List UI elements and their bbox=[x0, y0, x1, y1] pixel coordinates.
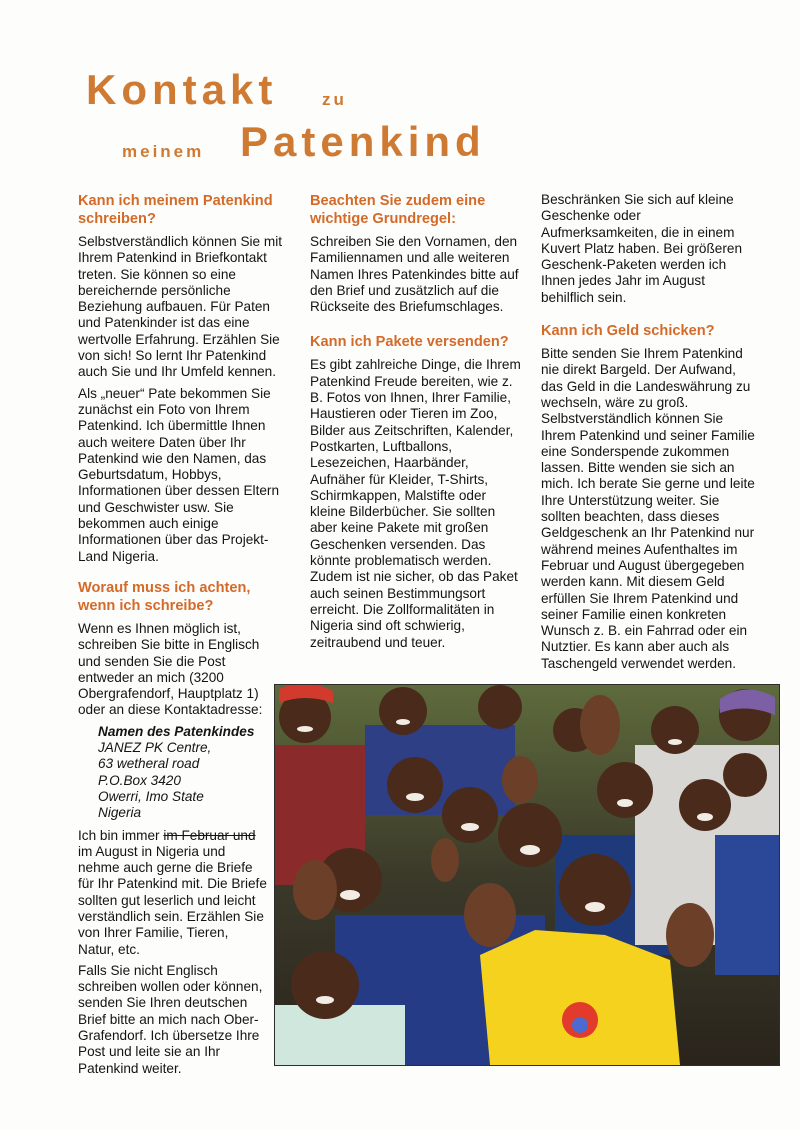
title-zu: zu bbox=[322, 90, 347, 109]
address-line-3: P.O.Box 3420 bbox=[98, 772, 181, 788]
paragraph-nicht-englisch: Falls Sie nicht Englisch schreiben wollen oder können, senden Sie Ihren deutschen Brief bitte an mich nach Ober-Grafendorf. Ich übersetze Ihre Post und leite sie an Ihr Patenkind weiter. bbox=[78, 962, 263, 1076]
paragraph-kleine-geschenke: Beschränken Sie sich auf kleine Geschenke oder Aufmerksamkeiten, die in einem Kuvert Platz haben. Bei größeren Geschenk-Paketen werden ich Ihnen jedes Jahr im August behilflich sein. bbox=[541, 192, 742, 305]
address-line-1: JANEZ PK Centre, bbox=[98, 740, 212, 756]
paragraph-dinge: Es gibt zahlreiche Dinge, die Ihrem Patenkind Freude bereiten, wie z. B. Fotos von Ihnen, Ihrer Familie, Haustieren oder Tieren im Zoo, Bilder aus Zeitschriften, Kalender, Postkarten, Luftballons, Lesezeichen, Haarbänder, Aufnäher für Kleider, T-Shirts, Schirmkappen, Malstifte oder kleine Bilderbücher. Sie sollten aber keine Pakete mit großen Geschenken versenden. Das könnte problematisch werden. Zudem ist nie sicher, ob das Paket auch seinen Bestimmungsort erreicht. Die Zollformalitäten in Nigeria sind oft schwierig, zeitraubend und teuer. bbox=[310, 357, 521, 650]
column-2 bbox=[310, 192, 524, 656]
children-photo bbox=[274, 684, 780, 1066]
contact-address bbox=[98, 724, 286, 822]
paragraph-neuer-pate: Als „neuer“ Pate bekommen Sie zunächst ein Foto von Ihrem Patenkind. Ich übermittle Ihnen auch weitere Daten über Ihr Patenkind wie den Namen, das Geburtsdatum, Hobbys, Informationen über dessen Eltern und Geschwister usw. Sie bekommen auch einige Informationen über das Projekt-Land Nigeria. bbox=[78, 385, 280, 564]
paragraph-briefkontakt: Selbstverständlich können Sie mit Ihrem Patenkind in Briefkontakt treten. Sie können so eine bereichernde persönliche Beziehung aufbauen. Für Paten und Patenkinder ist das eine wertvolle Erfahrung. Erzählen Sie von sich! So lernt Ihr Patenkind auch Sie und Ihr Umfeld kennen. bbox=[78, 234, 283, 380]
address-line-5: Nigeria bbox=[98, 805, 142, 821]
address-name: Namen des Patenkindes bbox=[98, 723, 255, 739]
heading-worauf-achten: Worauf muss ich achten, wenn ich schreibe? bbox=[78, 579, 251, 614]
paragraph-bargeld: Bitte senden Sie Ihrem Patenkind nie direkt Bargeld. Der Aufwand, das Geld in die Landeswährung zu wechseln, wäre zu groß. Selbstverständlich können Sie Ihrem Patenkind und seiner Familie eine Sonderspende zukommen lassen. Bitte wenden sie sich an mich. Ich berate Sie gerne und leite Ihre Unterstützung weiter. Sie sollten beachten, dass dieses Geldgeschenk an Ihr Patenkind nur während meines Aufenthaltes im Februar und August übergegeben werden kann. Mit diesem Geld erfüllen Sie Ihrem Patenkind und seiner Familie einen konkreten Wunsch z. B. ein Fahrrad oder ein Nutztier. Es kann aber auch als Taschengeld verwendet werden. bbox=[541, 346, 755, 671]
title-kontakt: Kontakt bbox=[86, 66, 278, 113]
paragraph-august-nigeria bbox=[78, 828, 268, 958]
heading-grundregel: Beachten Sie zudem eine wichtige Grundregel: bbox=[310, 193, 486, 227]
paragraph-englisch: Wenn es Ihnen möglich ist, schreiben Sie bitte in Englisch und senden Sie die Post entweder an mich (3200 Obergrafendorf, Hauptplatz 1) oder an diese Kontaktadresse: bbox=[78, 620, 263, 718]
address-line-4: Owerri, Imo State bbox=[98, 788, 204, 804]
column-3 bbox=[541, 192, 759, 677]
column-1 bbox=[78, 192, 286, 1082]
text-ich-bin-immer: Ich bin immer bbox=[78, 827, 164, 843]
title-patenkind: Patenkind bbox=[240, 118, 486, 165]
text-struck-februar: im Februar und bbox=[163, 827, 256, 843]
text-im-august: im August in Nigeria und nehme auch gerne die Briefe für Ihr Patenkind mit. Die Briefe sollten gut leserlich und leicht verständlich sein. Erzählen Sie von Ihrer Familie, Tieren, Natur, etc. bbox=[78, 843, 267, 957]
heading-pakete: Kann ich Pakete versenden? bbox=[310, 334, 509, 351]
address-line-2: 63 wetheral road bbox=[98, 756, 200, 772]
paragraph-vorname: Schreiben Sie den Vornamen, den Familiennamen und alle weiteren Namen Ihres Patenkindes bitte auf den Brief und zusätzlich auf die Rückseite des Briefumschlages. bbox=[310, 234, 519, 315]
title-meinem: meinem bbox=[122, 142, 205, 161]
heading-kann-ich-schreiben: Kann ich meinem Patenkind schreiben? bbox=[78, 193, 273, 227]
heading-geld: Kann ich Geld schicken? bbox=[541, 323, 715, 340]
